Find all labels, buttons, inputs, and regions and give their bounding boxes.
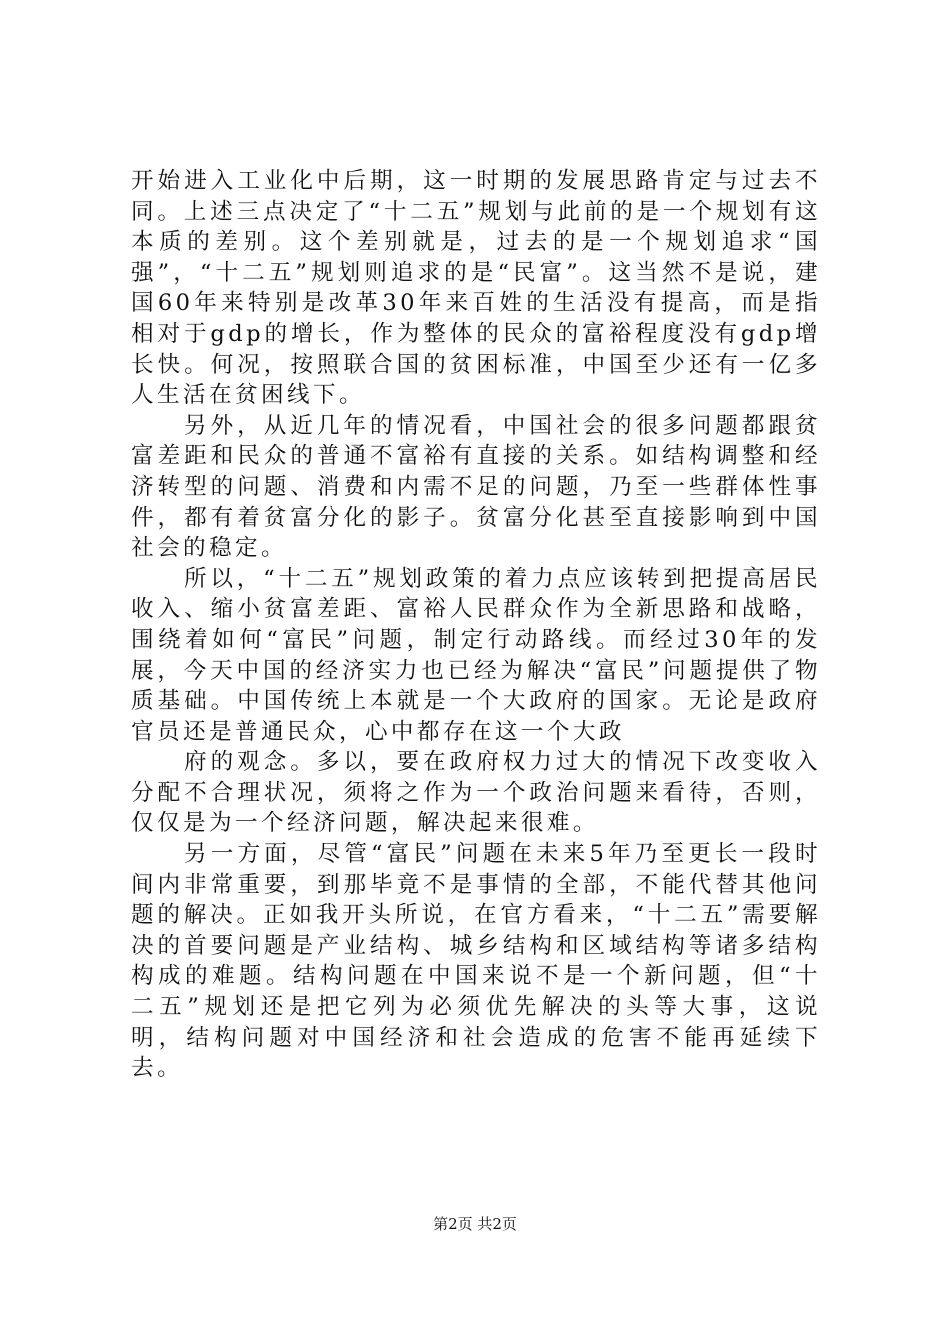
paragraph-2: 另外，从近几年的情况看，中国社会的很多问题都跟贫富差距和民众的普通不富裕有直接的关系。如结构调整和经济转型的问题、消费和内需不足的问题，乃至一些群体性事件，都有着贫富分化的影子。贫富分化甚至直接影响到中国社会的稳定。 [131,412,821,562]
paragraph-1: 开始进入工业化中后期，这一时期的发展思路肯定与过去不同。上述三点决定了“十二五”规划与此前的是一个规划有这本质的差别。这个差别就是，过去的是一个规划追求“国强”，“十二五”规划则追求的是“民富”。这当然不是说，建国60年来特别是改革30年来百姓的生活没有提高，而是指相对于gdp的增长，作为整体的民众的富裕程度没有gdp增长快。何况，按照联合国的贫困标准，中国至少还有一亿多人生活在贫困线下。 [131,168,821,409]
page-footer: 第2页 共2页 [433,1215,517,1233]
paragraph-3: 所以，“十二五”规划政策的着力点应该转到把提高居民收入、缩小贫富差距、富裕人民群众作为全新思路和战略，围绕着如何“富民”问题，制定行动路线。而经过30年的发展，今天中国的经济实力也已经为解决“富民”问题提供了物质基础。中国传统上本就是一个大政府的国家。无论是政府官员还是普通民众，心中都存在这一个大政 [131,565,821,745]
paragraph-5: 另一方面，尽管“富民”问题在未来5年乃至更长一段时间内非常重要，到那毕竟不是事情的全部，不能代替其他问题的解决。正如我开头所说，在官方看来，“十二五”需要解决的首要问题是产业结构、城乡结构和区域结构等诸多结构构成的难题。结构问题在中国来说不是一个新问题，但“十二五”规划还是把它列为必须优先解决的头等大事，这说明，结构问题对中国经济和社会造成的危害不能再延续下去。 [131,841,821,1082]
paragraph-4: 府的观念。多以，要在政府权力过大的情况下改变收入分配不合理状况，须将之作为一个政治问题来看待，否则，仅仅是为一个经济问题，解决起来很难。 [131,749,821,837]
document-body [131,166,821,1084]
